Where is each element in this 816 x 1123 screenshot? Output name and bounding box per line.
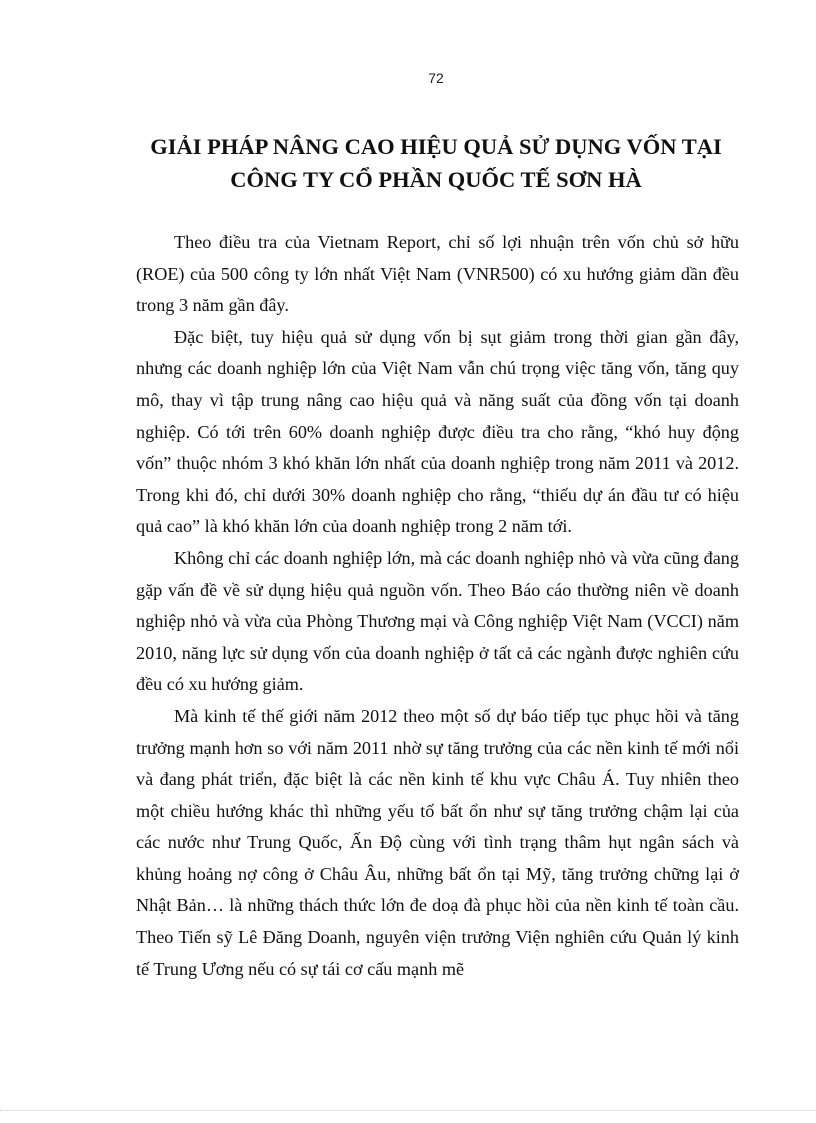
document-title <box>100 130 772 196</box>
body-text <box>136 227 739 985</box>
paragraph-3: Không chỉ các doanh nghiệp lớn, mà các doanh nghiệp nhỏ và vừa cũng đang gặp vấn đề về sử dụng hiệu quả nguồn vốn. Theo Báo cáo thường niên về doanh nghiệp nhỏ và vừa của Phòng Thương mại và Công nghiệp Việt Nam (VCCI) năm 2010, năng lực sử dụng vốn của doanh nghiệp ở tất cả các ngành được nghiên cứu đều có xu hướng giảm. <box>136 547 739 695</box>
paragraph-4: Mà kinh tế thế giới năm 2012 theo một số dự báo tiếp tục phục hồi và tăng trưởng mạnh hơn so với năm 2011 nhờ sự tăng trưởng của các nền kinh tế mới nổi và đang phát triển, đặc biệt là các nền kinh tế khu vực Châu Á. Tuy nhiên theo một chiều hướng khác thì những yếu tố bất ổn như sự tăng trưởng chậm lại của các nước như Trung Quốc, Ấn Độ cùng với tình trạng thâm hụt ngân sách và khủng hoảng nợ công ở Châu Âu, những bất ổn tại Mỹ, tăng trưởng chững lại ở Nhật Bản… là những thách thức lớn đe doạ đà phục hồi của nền kinh tế toàn cầu. Theo Tiến sỹ Lê Đăng Doanh, nguyên viện trưởng Viện nghiên cứu Quản lý kinh tế Trung Ương nếu có sự tái cơ cấu mạnh mẽ <box>136 705 739 979</box>
title-line-1: GIẢI PHÁP NÂNG CAO HIỆU QUẢ SỬ DỤNG VỐN TẠI <box>150 134 722 159</box>
title-line-2: CÔNG TY CỔ PHẦN QUỐC TẾ SƠN HÀ <box>230 167 642 192</box>
paragraph-1: Theo điều tra của Vietnam Report, chỉ số lợi nhuận trên vốn chủ sở hữu (ROE) của 500 công ty lớn nhất Việt Nam (VNR500) có xu hướng giảm dần đều trong 3 năm gần đây. <box>136 232 739 316</box>
page-number: 72 <box>428 70 444 86</box>
paragraph-2: Đặc biệt, tuy hiệu quả sử dụng vốn bị sụt giảm trong thời gian gần đây, nhưng các doanh nghiệp lớn của Việt Nam vẫn chú trọng việc tăng vốn, tăng quy mô, thay vì tập trung nâng cao hiệu quả và năng suất của đồng vốn tại doanh nghiệp. Có tới trên 60% doanh nghiệp được điều tra cho rằng, “khó huy động vốn” thuộc nhóm 3 khó khăn lớn nhất của doanh nghiệp trong năm 2011 và 2012. Trong khi đó, chỉ dưới 30% doanh nghiệp cho rằng, “thiếu dự án đầu tư có hiệu quả cao” là khó khăn lớn của doanh nghiệp trong 2 năm tới. <box>136 326 739 537</box>
page-bottom-divider <box>0 1110 816 1111</box>
